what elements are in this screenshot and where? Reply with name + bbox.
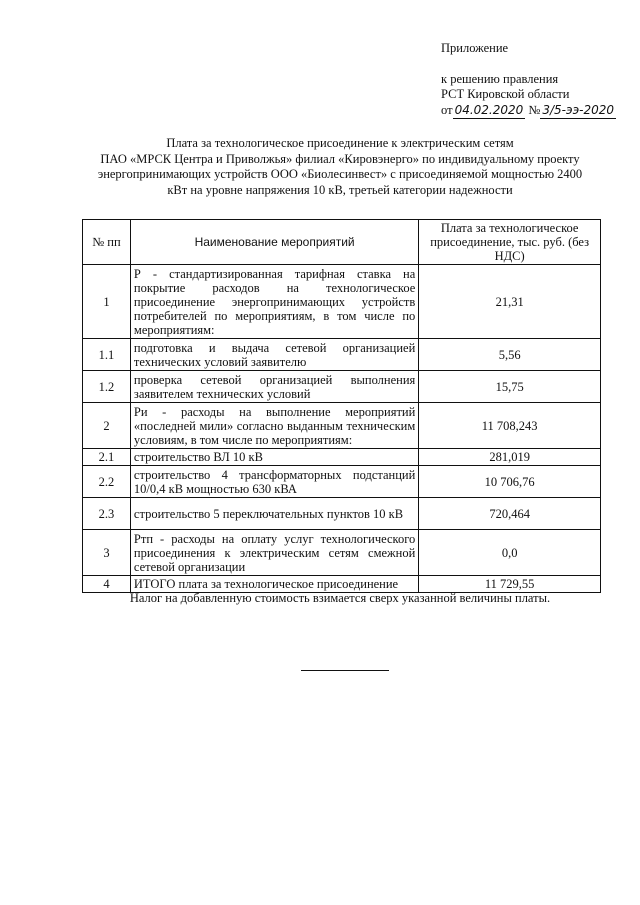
handwritten-number: 3/5-ээ-2020 bbox=[542, 103, 615, 117]
appendix-heading: Приложение bbox=[441, 41, 509, 55]
row-num: 1.1 bbox=[83, 339, 131, 371]
row-name: строительство 5 переключательных пунктов 10 кВ bbox=[130, 498, 418, 530]
header-fee: Плата за технологическое присоединение, тыс. руб. (без НДС) bbox=[419, 220, 601, 265]
row-num: 4 bbox=[83, 576, 131, 593]
number-prefix: № bbox=[528, 103, 541, 117]
document-title bbox=[80, 136, 600, 198]
handwritten-date: 04.02.2020 bbox=[454, 103, 524, 117]
row-num: 2.3 bbox=[83, 498, 131, 530]
appendix-line2: РСТ Кировской области bbox=[441, 87, 570, 101]
table-header-row bbox=[83, 220, 601, 265]
table-row bbox=[83, 371, 601, 403]
row-num: 2 bbox=[83, 403, 131, 449]
table-row bbox=[83, 265, 601, 339]
header-num: № пп bbox=[83, 220, 131, 265]
row-name: ИТОГО плата за технологическое присоединение bbox=[130, 576, 418, 593]
table-row bbox=[83, 403, 601, 449]
row-fee: 281,019 bbox=[419, 449, 601, 466]
appendix-line1: к решению правления bbox=[441, 72, 559, 86]
row-name: Ртп - расходы на оплату услуг технологического присоединения к электрическим сетям смежной сетевой организации bbox=[130, 530, 418, 576]
row-num: 3 bbox=[83, 530, 131, 576]
table-row-total bbox=[83, 576, 601, 593]
table-row bbox=[83, 498, 601, 530]
row-fee: 10 706,76 bbox=[419, 466, 601, 498]
table-row bbox=[83, 466, 601, 498]
row-fee: 11 729,55 bbox=[419, 576, 601, 593]
row-fee: 0,0 bbox=[419, 530, 601, 576]
row-fee: 720,464 bbox=[419, 498, 601, 530]
vat-note: Налог на добавленную стоимость взимается сверх указанной величины платы. bbox=[129, 591, 551, 605]
row-num: 1 bbox=[83, 265, 131, 339]
row-name: строительство 4 трансформаторных подстанций 10/0,4 кВ мощностью 630 кВА bbox=[130, 466, 418, 498]
appendix-date-line bbox=[441, 103, 616, 119]
table-row bbox=[83, 449, 601, 466]
date-prefix: от bbox=[441, 103, 453, 117]
row-fee: 21,31 bbox=[419, 265, 601, 339]
row-num: 2.2 bbox=[83, 466, 131, 498]
title-line3: энергопринимающих устройств ООО «Биолесинвест» с присоединяемой мощностью 2400 bbox=[97, 167, 583, 181]
table-row bbox=[83, 530, 601, 576]
title-line4: кВт на уровне напряжения 10 кВ, третьей категории надежности bbox=[167, 182, 513, 197]
table-row bbox=[83, 339, 601, 371]
end-separator-line bbox=[301, 670, 389, 671]
row-name: проверка сетевой организацией выполнения заявителем технических условий bbox=[130, 371, 418, 403]
row-name: подготовка и выдача сетевой организацией технических условий заявителю bbox=[130, 339, 418, 371]
row-num: 2.1 bbox=[83, 449, 131, 466]
row-name: Р - стандартизированная тарифная ставка на покрытие расходов на технологическое присоединение энергопринимающих устройств потребителей по мероприятиям, в том числе по мероприятиям: bbox=[130, 265, 418, 339]
row-fee: 15,75 bbox=[419, 371, 601, 403]
row-name: Pи - расходы на выполнение мероприятий «последней мили» согласно выданным техническим условиям, в том числе по мероприятиям: bbox=[130, 403, 418, 449]
row-fee: 11 708,243 bbox=[419, 403, 601, 449]
header-name: Наименование мероприятий bbox=[130, 220, 418, 265]
row-num: 1.2 bbox=[83, 371, 131, 403]
fees-table bbox=[82, 219, 601, 593]
row-fee: 5,56 bbox=[419, 339, 601, 371]
title-line1: Плата за технологическое присоединение к электрическим сетям bbox=[166, 136, 514, 150]
row-name: строительство ВЛ 10 кВ bbox=[130, 449, 418, 466]
title-line2: ПАО «МРСК Центра и Приволжья» филиал «Кировэнерго» по индивидуальному проекту bbox=[100, 151, 580, 166]
